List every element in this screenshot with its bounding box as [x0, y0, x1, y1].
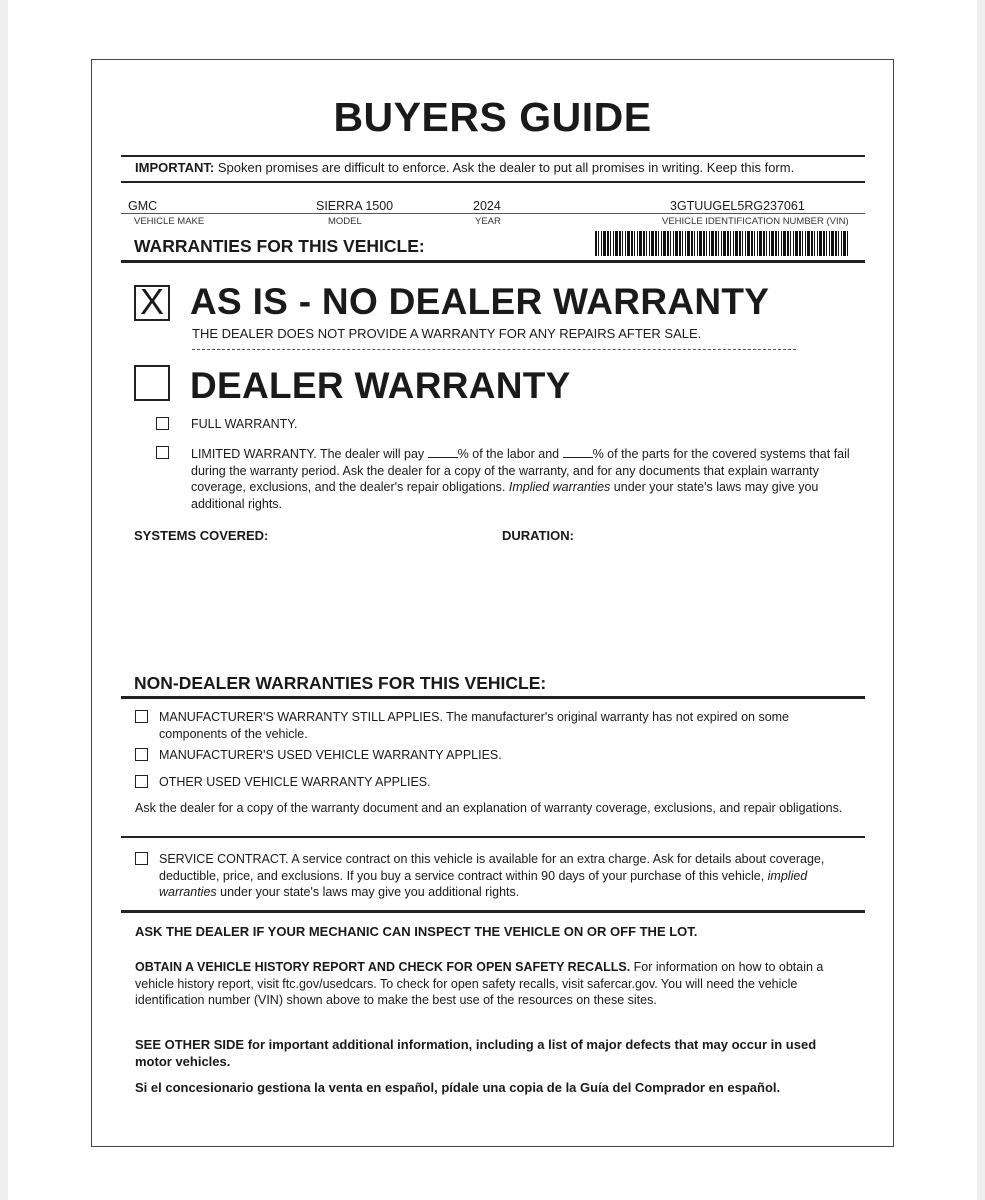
divider — [121, 181, 865, 183]
limited-warranty-checkbox[interactable] — [156, 446, 169, 459]
form-title: BUYERS GUIDE — [333, 94, 652, 140]
full-warranty-label: FULL WARRANTY. — [191, 417, 298, 431]
spanish-notice-text: Si el concesionario gestiona la venta en español, pídale una copia de la Guía del Comprador en español. — [135, 1080, 781, 1095]
vin-barcode — [595, 231, 848, 256]
divider — [121, 213, 865, 214]
vehicle-vin-label: VEHICLE IDENTIFICATION NUMBER (VIN) — [662, 216, 849, 227]
important-label: IMPORTANT: — [135, 160, 215, 175]
other-warranty-text: OTHER USED VEHICLE WARRANTY APPLIES. — [159, 775, 431, 789]
divider — [121, 910, 865, 913]
as-is-text: THE DEALER DOES NOT PROVIDE A WARRANTY FOR ANY REPAIRS AFTER SALE. — [192, 326, 702, 341]
warranties-heading: WARRANTIES FOR THIS VEHICLE: — [134, 236, 425, 256]
other-warranty-checkbox[interactable] — [135, 775, 148, 788]
used-vehicle-warranty-checkbox[interactable] — [135, 748, 148, 761]
vehicle-year-label: YEAR — [475, 216, 501, 227]
see-other-side-text: SEE OTHER SIDE for important additional information, including a list of major defects that may occur in used motor vehicles. — [135, 1037, 817, 1069]
divider — [121, 836, 865, 838]
divider — [121, 260, 865, 263]
vehicle-make-label: VEHICLE MAKE — [134, 216, 205, 227]
limited-warranty-text: LIMITED WARRANTY. The dealer will pay % of the labor and % of the parts for the covered systems that fail during the warranty period. Ask the dealer for a copy of the warranty, and for any documents that explain warranty coverage, exclusions, and the dealer's repair obligations. Implied warranties under your state's laws may give you additional rights. — [191, 447, 850, 511]
non-dealer-heading: NON-DEALER WARRANTIES FOR THIS VEHICLE: — [134, 673, 547, 693]
vehicle-year-value: 2024 — [473, 199, 501, 213]
vehicle-make-value: GMC — [128, 199, 158, 213]
vehicle-model-label: MODEL — [328, 216, 362, 227]
vehicle-model-value: SIERRA 1500 — [316, 199, 394, 213]
divider — [121, 696, 865, 699]
dashed-separator — [192, 349, 796, 350]
duration-label: DURATION: — [502, 528, 574, 543]
as-is-checkbox[interactable]: X — [134, 285, 170, 321]
systems-covered-label: SYSTEMS COVERED: — [134, 528, 269, 543]
service-contract-checkbox[interactable] — [135, 852, 148, 865]
divider — [121, 155, 865, 157]
buyers-guide-form — [91, 59, 894, 1147]
dealer-warranty-checkbox[interactable] — [134, 365, 170, 401]
important-notice — [135, 160, 794, 175]
used-vehicle-warranty-text: MANUFACTURER'S USED VEHICLE WARRANTY APPLIES. — [159, 748, 502, 762]
ask-dealer-text: Ask the dealer for a copy of the warranty document and an explanation of warranty coverage, exclusions, and repair obligations. — [135, 801, 843, 815]
as-is-heading: AS IS - NO DEALER WARRANTY — [190, 281, 770, 322]
full-warranty-checkbox[interactable] — [156, 417, 169, 430]
manufacturer-warranty-text: MANUFACTURER'S WARRANTY STILL APPLIES. The manufacturer's original warranty has not expired on some components of the vehicle. — [159, 710, 790, 741]
mechanic-inspection-text: ASK THE DEALER IF YOUR MECHANIC CAN INSPECT THE VEHICLE ON OR OFF THE LOT. — [135, 924, 698, 939]
important-text: Spoken promises are difficult to enforce. Ask the dealer to put all promises in writing. Keep this form. — [217, 160, 795, 175]
vehicle-history-text: OBTAIN A VEHICLE HISTORY REPORT AND CHECK FOR OPEN SAFETY RECALLS. For information on how to obtain a vehicle history report, visit ftc.gov/usedcars. To check for open safety recalls, visit safercar.gov. You will need the vehicle identification number (VIN) shown above to make the best use of the resources on these sites. — [135, 960, 824, 1007]
service-contract-text: SERVICE CONTRACT. A service contract on this vehicle is available for an extra charge. Ask for details about coverage, deductible, price, and exclusions. If you buy a service contract within 90 days of your purchase of this vehicle, implied warranties under your state's laws may give you additional rights. — [159, 852, 825, 899]
manufacturer-warranty-checkbox[interactable] — [135, 710, 148, 723]
dealer-warranty-heading: DEALER WARRANTY — [190, 365, 571, 406]
vehicle-vin-value: 3GTUUGEL5RG237061 — [670, 199, 805, 213]
